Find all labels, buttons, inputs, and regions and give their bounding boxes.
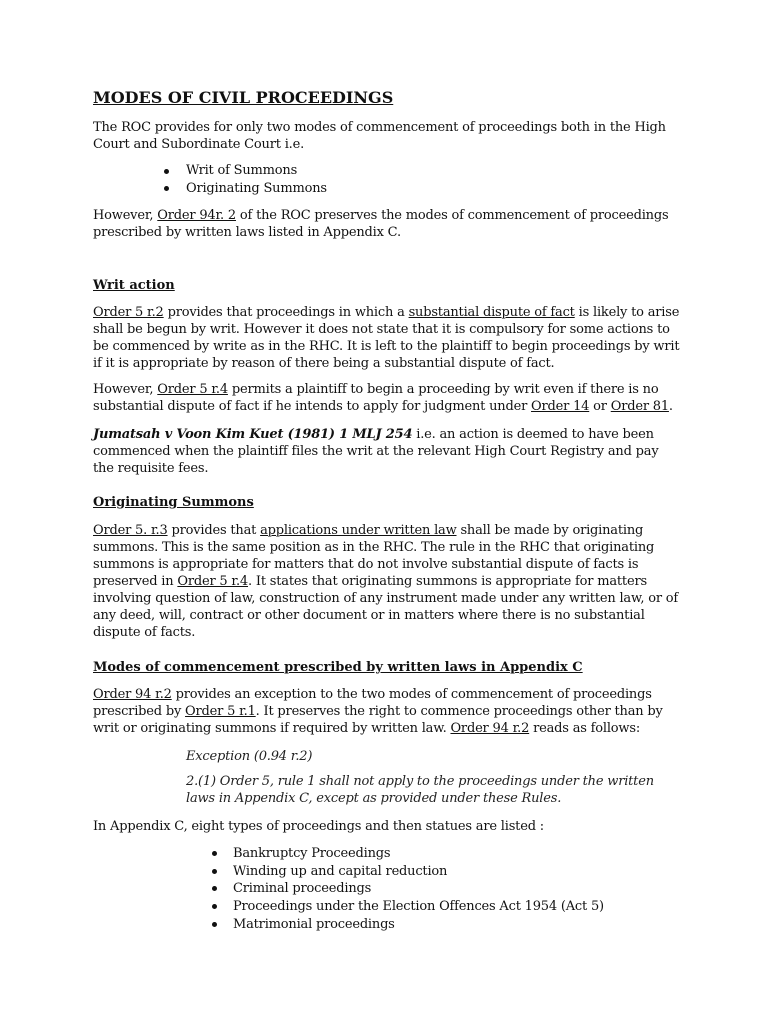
- appendix-c-heading: Modes of commencement prescribed by written laws in Appendix C: [93, 660, 583, 675]
- intro-paragraph: [93, 119, 683, 153]
- text-segment: is likely to arise shall be begun by writ. However it does not state that it is compulsory for some actions to be commenced by write as in the RHC. It is left to the plaintiff to begin proceedings by writ if it is appropriate by reason of there being a substantial dispute of fact.: [93, 305, 680, 371]
- order-94-r2-link[interactable]: Order 94 r.2: [93, 687, 172, 702]
- text-segment: . It preserves the right to commence proceedings other than by writ or originating summons if required by written law.: [93, 704, 663, 736]
- list-item: Originating Summons: [186, 181, 327, 196]
- order-5-r1-link[interactable]: Order 5 r.1: [185, 704, 256, 719]
- text-segment: or: [589, 399, 611, 414]
- bullet-icon: [212, 886, 217, 891]
- text-segment: provides an exception to the two modes of commencement of proceedings prescribed by: [93, 687, 652, 719]
- text-segment: However,: [93, 208, 158, 223]
- appendix-c-text: [93, 686, 683, 737]
- text-segment: reads as follows:: [529, 721, 641, 736]
- text-segment: However,: [93, 382, 158, 397]
- bullet-icon: [164, 169, 169, 174]
- originating-summons-heading: Originating Summons: [93, 495, 254, 510]
- order-14-link[interactable]: Order 14: [531, 399, 590, 414]
- writ-paragraph-2: [93, 381, 683, 415]
- originating-summons-paragraph: [93, 522, 683, 641]
- quote-title: Exception (0.94 r.2): [186, 749, 313, 764]
- list-item: Matrimonial proceedings: [233, 917, 395, 932]
- order-5-r3-link[interactable]: Order 5. r.3: [93, 523, 168, 538]
- bullet-icon: [212, 922, 217, 927]
- bullet-icon: [164, 186, 169, 191]
- writ-paragraph-1: [93, 304, 683, 372]
- list-item: Writ of Summons: [186, 163, 298, 178]
- text-segment: shall be made by originating summons. This is the same position as in the RHC. The rule in the RHC that originating summons is appropriate for matters that do not involve substantial dispute of facts is preserved in: [93, 523, 655, 589]
- case-paragraph: [93, 426, 683, 477]
- text-segment: .: [668, 399, 673, 414]
- order-5-r2-link[interactable]: Order 5 r.2: [93, 305, 164, 320]
- intro-text: The ROC provides for only two modes of commencement of proceedings both in the High Court and Subordinate Court i.e.: [93, 120, 666, 152]
- order-94-r2-link[interactable]: Order 94 r.2: [450, 721, 530, 736]
- text-segment: permits a plaintiff to begin a proceeding by writ even if there is no substantial dispute of fact if he intends to apply for judgment under: [93, 382, 659, 414]
- bullet-icon: [212, 904, 217, 909]
- list-item: Criminal proceedings: [233, 881, 372, 896]
- order-5-r4-link[interactable]: Order 5 r.4: [177, 574, 249, 589]
- page-title: MODES OF CIVIL PROCEEDINGS: [93, 88, 394, 107]
- order-5-r4-link[interactable]: Order 5 r.4: [157, 382, 228, 397]
- written-law-term: applications under written law: [260, 523, 457, 538]
- list-item: Proceedings under the Election Offences Act 1954 (Act 5): [233, 899, 604, 914]
- list-item: Bankruptcy Proceedings: [233, 846, 391, 861]
- bullet-icon: [212, 869, 217, 874]
- writ-action-heading: Writ action: [93, 278, 175, 293]
- text-segment: . It states that originating summons is appropriate for matters involving question of law, construction of any instrument made under any written law, or of any deed, will, contract or other document or in matters where there is no substantial dispute of facts.: [93, 574, 679, 640]
- order-81-link[interactable]: Order 81: [610, 399, 669, 414]
- appendix-c-paragraph: [93, 207, 683, 241]
- case-citation: Jumatsah v Voon Kim Kuet (1981) 1 MLJ 254: [93, 427, 413, 442]
- bullet-icon: [212, 851, 217, 856]
- text-segment: i.e. an action is deemed to have been commenced when the plaintiff files the writ at the relevant High Court Registry and pay the requisite fees.: [93, 427, 659, 476]
- text-segment: of the ROC preserves the modes of commencement of proceedings prescribed by written laws listed in Appendix C.: [93, 208, 669, 240]
- list-intro: In Appendix C, eight types of proceedings and then statues are listed :: [93, 819, 544, 834]
- text-segment: provides that: [167, 523, 261, 538]
- substantial-dispute-term: substantial dispute of fact: [408, 305, 575, 320]
- quote-body: 2.(1) Order 5, rule 1 shall not apply to the proceedings under the written laws in Appendix C, except as provided under these Rules.: [186, 774, 654, 806]
- text-segment: provides that proceedings in which a: [163, 305, 409, 320]
- order-94-r2-link[interactable]: Order 94r. 2: [157, 208, 236, 223]
- list-item: Winding up and capital reduction: [233, 864, 448, 879]
